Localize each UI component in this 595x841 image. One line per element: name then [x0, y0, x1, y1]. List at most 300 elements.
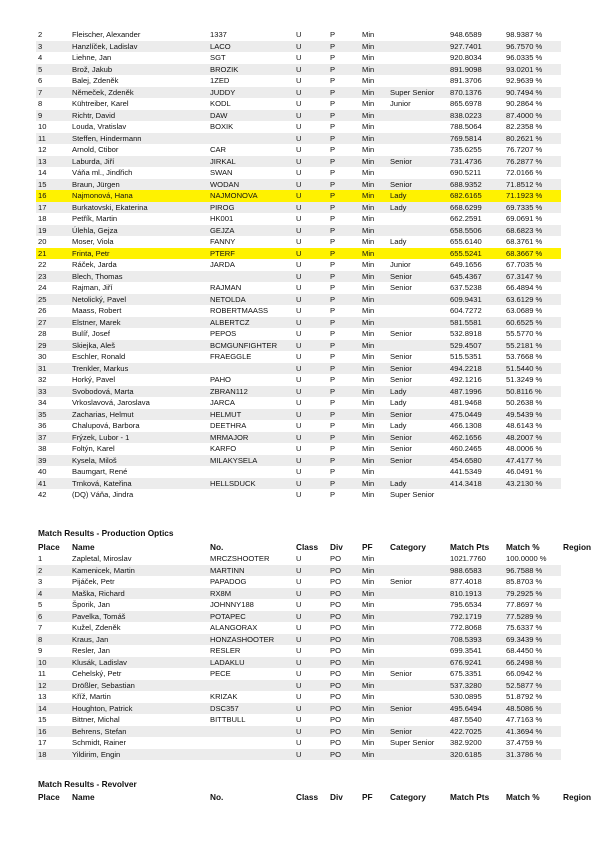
cell-place: 4: [38, 53, 43, 62]
cell-class: U: [294, 41, 328, 53]
cell-match-percent: 93.0201 %: [504, 64, 561, 76]
cell-division: P: [328, 340, 360, 352]
cell-division: P: [328, 190, 360, 202]
cell-category: [388, 466, 448, 478]
column-header-number: No.: [210, 792, 224, 802]
cell-match-points: 462.1656: [448, 432, 504, 444]
cell-number: [208, 466, 294, 478]
cell-name: Zacharias, Helmut: [70, 409, 208, 421]
cell-match-percent: [504, 489, 561, 501]
cell-place: 4: [36, 588, 70, 600]
cell-class: U: [294, 386, 328, 398]
cell-name: Pijáček, Petr: [72, 577, 115, 586]
cell-name: Houghton, Patrick: [70, 703, 208, 715]
cell-place: 30: [38, 352, 47, 361]
table-row: [36, 565, 561, 577]
cell-match-points: 870.1376: [448, 87, 504, 99]
column-header-name: Name: [72, 542, 95, 552]
cell-match-points: 658.5506: [448, 225, 504, 237]
cell-class: U: [296, 738, 302, 747]
cell-name: Elstner, Marek: [70, 317, 208, 329]
cell-match-percent: 71.8512 %: [504, 179, 561, 191]
cell-division: P: [328, 87, 360, 99]
cell-class: U: [296, 214, 302, 223]
cell-class: U: [296, 352, 302, 361]
cell-number: DAW: [208, 110, 294, 122]
table-row: [36, 225, 561, 237]
cell-class: U: [294, 317, 328, 329]
cell-power-factor: Min: [362, 738, 375, 747]
cell-class: U: [296, 145, 302, 154]
cell-place: 2: [36, 565, 70, 577]
cell-match-percent: 85.8703 %: [506, 577, 543, 586]
cell-place: 31: [36, 363, 70, 375]
cell-match-points: 495.6494: [448, 703, 504, 715]
cell-match-percent: 53.7668 %: [506, 352, 543, 361]
cell-match-points: 487.5540: [450, 715, 482, 724]
production-optics-table: [36, 553, 561, 760]
cell-class: U: [294, 64, 328, 76]
cell-category: [388, 634, 448, 646]
cell-match-points: 320.6185: [448, 749, 504, 761]
cell-match-points: 515.5351: [450, 352, 482, 361]
cell-place: 36: [38, 421, 47, 430]
cell-number: PIROG: [208, 202, 294, 214]
cell-class: U: [294, 294, 328, 306]
cell-match-percent: 92.9639 %: [506, 76, 543, 85]
column-header-class: Class: [296, 792, 319, 802]
cell-number: NAJMONOVA: [208, 190, 294, 202]
cell-number: RESLER: [210, 646, 241, 655]
cell-match-points: 475.0449: [448, 409, 504, 421]
cell-division: PO: [330, 669, 341, 678]
cell-division: P: [330, 237, 336, 246]
cell-match-percent: 66.2498 %: [504, 657, 561, 669]
cell-category: [388, 645, 448, 657]
cell-match-points: 649.1656: [450, 260, 482, 269]
column-header-class: Class: [296, 542, 319, 552]
cell-match-points: 688.9352: [448, 179, 504, 191]
cell-power-factor: Min: [360, 179, 388, 191]
table-row: [36, 317, 561, 329]
standard-results-table: [36, 29, 561, 501]
cell-category: Lady: [388, 202, 448, 214]
cell-category: [388, 29, 448, 41]
cell-match-percent: 41.3694 %: [504, 726, 561, 738]
cell-number: HONZASHOOTER: [208, 634, 294, 646]
cell-division: P: [330, 145, 336, 154]
cell-name: Fleischer, Alexander: [72, 30, 141, 39]
cell-power-factor: Min: [362, 329, 375, 338]
cell-power-factor: Min: [360, 363, 388, 375]
column-header-division: Div: [330, 542, 343, 552]
cell-match-points: 920.8034: [450, 53, 482, 62]
cell-match-percent: 67.7035 %: [506, 260, 543, 269]
cell-division: PO: [328, 565, 360, 577]
cell-class: U: [294, 363, 328, 375]
cell-class: U: [296, 99, 302, 108]
cell-place: 13: [38, 692, 47, 701]
cell-power-factor: Min: [360, 64, 388, 76]
cell-name: Louda, Vratislav: [72, 122, 127, 131]
cell-category: Senior: [388, 156, 448, 168]
table-row: [36, 340, 561, 352]
cell-division: P: [328, 225, 360, 237]
cell-number: PEPOS: [210, 329, 237, 338]
cell-name: Maass, Robert: [72, 306, 122, 315]
cell-match-points: 637.5238: [450, 283, 482, 292]
cell-division: P: [328, 271, 360, 283]
production-optics-title: Match Results - Production Optics: [38, 528, 174, 538]
cell-class: U: [296, 669, 302, 678]
cell-place: 10: [38, 122, 47, 131]
cell-power-factor: Min: [360, 726, 388, 738]
column-header-match-percent: Match %: [506, 542, 540, 552]
cell-number: GEJZA: [208, 225, 294, 237]
cell-power-factor: Min: [360, 317, 388, 329]
cell-division: P: [330, 168, 336, 177]
cell-power-factor: Min: [362, 30, 375, 39]
table-row: [36, 455, 561, 467]
cell-number: [208, 680, 294, 692]
cell-category: Senior: [388, 726, 448, 738]
cell-power-factor: Min: [360, 248, 388, 260]
table-row: [36, 386, 561, 398]
column-header-place: Place: [38, 542, 60, 552]
cell-division: PO: [328, 657, 360, 669]
cell-match-points: 487.1996: [448, 386, 504, 398]
cell-match-points: 494.2218: [448, 363, 504, 375]
cell-power-factor: Min: [362, 237, 375, 246]
cell-match-percent: 96.7570 %: [504, 41, 561, 53]
cell-match-points: 676.9241: [448, 657, 504, 669]
cell-place: 5: [36, 64, 70, 76]
table-row: [36, 657, 561, 669]
cell-category: [388, 75, 448, 87]
cell-division: PO: [328, 749, 360, 761]
table-row: [36, 179, 561, 191]
cell-class: U: [296, 283, 302, 292]
table-row: [36, 87, 561, 99]
cell-class: U: [294, 657, 328, 669]
cell-power-factor: Min: [362, 467, 375, 476]
cell-number: WODAN: [208, 179, 294, 191]
cell-division: P: [328, 317, 360, 329]
cell-class: U: [296, 490, 302, 499]
cell-class: U: [294, 565, 328, 577]
cell-category: [388, 749, 448, 761]
table-row: [36, 668, 561, 680]
table-row: [36, 634, 561, 646]
cell-match-percent: 51.8792 %: [506, 692, 543, 701]
cell-match-points: 948.6589: [450, 30, 482, 39]
cell-division: PO: [328, 726, 360, 738]
cell-power-factor: Min: [360, 87, 388, 99]
cell-category: Lady: [388, 386, 448, 398]
cell-power-factor: Min: [360, 611, 388, 623]
cell-match-percent: 79.2925 %: [504, 588, 561, 600]
column-header-place: Place: [38, 792, 60, 802]
cell-category: Senior: [390, 352, 412, 361]
revolver-header: [36, 791, 592, 803]
cell-power-factor: Min: [362, 306, 375, 315]
cell-match-points: 382.9200: [450, 738, 482, 747]
header-row: Place Name No. Class Div PF Category Match Pts Match % Region: [38, 542, 592, 552]
cell-division: PO: [330, 738, 341, 747]
cell-name: Liehne, Jan: [72, 53, 112, 62]
cell-class: U: [294, 271, 328, 283]
cell-class: U: [296, 600, 302, 609]
cell-power-factor: Min: [360, 133, 388, 145]
cell-division: P: [330, 99, 336, 108]
cell-division: P: [328, 478, 360, 490]
cell-match-percent: 51.5440 %: [504, 363, 561, 375]
cell-class: U: [294, 749, 328, 761]
cell-place: 11: [38, 669, 46, 678]
cell-place: 2: [38, 30, 43, 39]
table-row: [36, 489, 561, 501]
cell-division: P: [328, 432, 360, 444]
cell-category: Senior: [388, 432, 448, 444]
cell-number: SGT: [210, 53, 226, 62]
cell-number: BROZIK: [208, 64, 294, 76]
cell-category: [388, 657, 448, 669]
cell-match-percent: 72.0166 %: [506, 168, 543, 177]
cell-match-points: 655.6140: [450, 237, 482, 246]
cell-power-factor: Min: [360, 156, 388, 168]
cell-number: LADAKLU: [208, 657, 294, 669]
cell-category: Senior: [390, 669, 412, 678]
cell-place: 19: [36, 225, 70, 237]
cell-category: Senior: [388, 455, 448, 467]
cell-class: U: [294, 611, 328, 623]
cell-match-percent: 48.5086 %: [504, 703, 561, 715]
cell-match-points: 792.1719: [448, 611, 504, 623]
cell-class: U: [296, 168, 302, 177]
cell-class: U: [296, 623, 302, 632]
column-header-category: Category: [390, 792, 426, 802]
cell-number: BCMGUNFIGHTER: [208, 340, 294, 352]
cell-power-factor: Min: [360, 657, 388, 669]
cell-number: [208, 363, 294, 375]
cell-category: Senior: [388, 271, 448, 283]
cell-class: U: [294, 634, 328, 646]
cell-name: (DQ) Váňa, Jindra: [72, 490, 134, 499]
cell-number: HK001: [210, 214, 234, 223]
cell-number: HELMUT: [208, 409, 294, 421]
cell-number: RAJMAN: [210, 283, 242, 292]
cell-class: U: [294, 248, 328, 260]
cell-match-points: 492.1216: [450, 375, 482, 384]
cell-match-percent: 66.0942 %: [506, 669, 543, 678]
cell-name: Ráček, Jarda: [72, 260, 117, 269]
table-row: [36, 726, 561, 738]
table-row: [36, 110, 561, 122]
cell-place: 18: [36, 749, 70, 761]
cell-division: PO: [328, 588, 360, 600]
table-row: [36, 680, 561, 692]
cell-power-factor: Min: [360, 409, 388, 421]
cell-class: U: [296, 122, 302, 131]
table-row: [36, 645, 561, 657]
cell-category: Super Senior: [390, 738, 435, 747]
cell-division: P: [330, 421, 336, 430]
cell-name: Skiejka, Aleš: [70, 340, 208, 352]
cell-name: Kraus, Jan: [70, 634, 208, 646]
cell-match-points: 788.5064: [450, 122, 482, 131]
cell-match-points: 441.5349: [450, 467, 482, 476]
cell-name: Blech, Thomas: [70, 271, 208, 283]
cell-match-points: 838.0223: [448, 110, 504, 122]
cell-place: 5: [38, 600, 43, 609]
cell-category: Lady: [388, 478, 448, 490]
cell-match-points: 690.5211: [450, 168, 482, 177]
cell-name: Chalupová, Barbora: [72, 421, 140, 430]
cell-name: Hanzlíček, Ladislav: [70, 41, 208, 53]
cell-place: 15: [36, 179, 70, 191]
cell-match-percent: 47.4177 %: [504, 455, 561, 467]
cell-match-percent: 48.6143 %: [506, 421, 543, 430]
table-row: [36, 703, 561, 715]
cell-match-percent: 87.4000 %: [504, 110, 561, 122]
cell-place: 20: [38, 237, 47, 246]
cell-name: Maška, Richard: [70, 588, 208, 600]
table-row: [36, 363, 561, 375]
cell-class: U: [296, 76, 302, 85]
cell-number: JOHNNY188: [210, 600, 254, 609]
cell-match-points: 877.4018: [450, 577, 482, 586]
cell-category: Senior: [388, 363, 448, 375]
cell-division: P: [328, 248, 360, 260]
cell-power-factor: Min: [362, 600, 375, 609]
cell-class: U: [296, 375, 302, 384]
cell-name: Yildirim, Engin: [70, 749, 208, 761]
cell-name: Svobodová, Marta: [70, 386, 208, 398]
cell-power-factor: Min: [362, 375, 375, 384]
cell-place: 39: [36, 455, 70, 467]
cell-place: 12: [36, 680, 70, 692]
cell-match-percent: 55.2181 %: [504, 340, 561, 352]
cell-match-percent: 68.3761 %: [506, 237, 543, 246]
cell-division: P: [328, 363, 360, 375]
cell-place: 26: [38, 306, 47, 315]
cell-division: P: [330, 444, 336, 453]
cell-match-percent: 68.4450 %: [506, 646, 543, 655]
cell-match-percent: 80.2621 %: [504, 133, 561, 145]
cell-category: Senior: [388, 179, 448, 191]
cell-match-percent: 77.8697 %: [506, 600, 543, 609]
table-row: [36, 156, 561, 168]
cell-class: U: [294, 156, 328, 168]
cell-match-points: 414.3418: [448, 478, 504, 490]
cell-name: Trnková, Kateřina: [70, 478, 208, 490]
cell-division: P: [328, 455, 360, 467]
cell-name: Braun, Jürgen: [70, 179, 208, 191]
cell-power-factor: Min: [360, 41, 388, 53]
cell-division: PO: [328, 703, 360, 715]
cell-match-percent: 69.0691 %: [506, 214, 543, 223]
cell-category: [388, 317, 448, 329]
cell-class: U: [296, 646, 302, 655]
cell-match-points: 604.7272: [450, 306, 482, 315]
cell-class: U: [294, 588, 328, 600]
cell-power-factor: Min: [360, 340, 388, 352]
cell-division: P: [328, 409, 360, 421]
cell-division: P: [330, 375, 336, 384]
cell-power-factor: Min: [362, 352, 375, 361]
cell-class: U: [296, 306, 302, 315]
cell-match-percent: 47.7163 %: [506, 715, 543, 724]
cell-number: JIRKAL: [208, 156, 294, 168]
cell-name: Úlehla, Gejza: [70, 225, 208, 237]
cell-place: 14: [38, 168, 47, 177]
cell-power-factor: Min: [360, 749, 388, 761]
cell-power-factor: Min: [360, 225, 388, 237]
cell-place: 8: [38, 99, 43, 108]
cell-name: Resler, Jan: [72, 646, 110, 655]
cell-match-points: 731.4736: [448, 156, 504, 168]
cell-place: 14: [36, 703, 70, 715]
cell-match-points: 537.3280: [448, 680, 504, 692]
table-row: [36, 64, 561, 76]
cell-class: U: [294, 455, 328, 467]
cell-division: P: [328, 110, 360, 122]
cell-class: U: [296, 53, 302, 62]
cell-division: P: [330, 467, 336, 476]
cell-match-percent: 75.6337 %: [506, 623, 543, 632]
cell-division: P: [330, 490, 336, 499]
revolver-title: Match Results - Revolver: [38, 779, 137, 789]
cell-place: 3: [38, 577, 43, 586]
cell-place: 16: [36, 190, 70, 202]
cell-power-factor: Min: [362, 260, 375, 269]
cell-division: PO: [330, 715, 341, 724]
column-header-power-factor: PF: [362, 792, 373, 802]
cell-class: U: [294, 202, 328, 214]
cell-match-percent: 63.6129 %: [504, 294, 561, 306]
cell-power-factor: Min: [362, 283, 375, 292]
cell-category: Junior: [390, 99, 411, 108]
cell-class: U: [296, 467, 302, 476]
table-row: [36, 374, 561, 386]
cell-division: PO: [328, 634, 360, 646]
cell-place: 34: [38, 398, 47, 407]
cell-place: 33: [36, 386, 70, 398]
column-header-match-points: Match Pts: [450, 792, 490, 802]
cell-power-factor: Min: [360, 455, 388, 467]
cell-division: PO: [330, 623, 341, 632]
table-row: [36, 41, 561, 53]
cell-number: [208, 489, 294, 501]
table-row: [36, 328, 561, 340]
cell-category: [388, 167, 448, 179]
cell-category: [388, 64, 448, 76]
cell-number: CAR: [210, 145, 227, 154]
table-row: [36, 202, 561, 214]
cell-name: Vrkoslavová, Jaroslava: [72, 398, 150, 407]
cell-name: Kříž, Martin: [72, 692, 111, 701]
table-row: [36, 443, 561, 455]
column-header-power-factor: PF: [362, 542, 373, 552]
cell-power-factor: Min: [362, 577, 375, 586]
cell-match-points: 735.6255: [450, 145, 482, 154]
cell-place: 22: [38, 260, 47, 269]
table-row: [36, 478, 561, 490]
cell-division: PO: [330, 600, 341, 609]
cell-category: [388, 225, 448, 237]
cell-class: U: [296, 444, 302, 453]
cell-category: [388, 691, 448, 703]
